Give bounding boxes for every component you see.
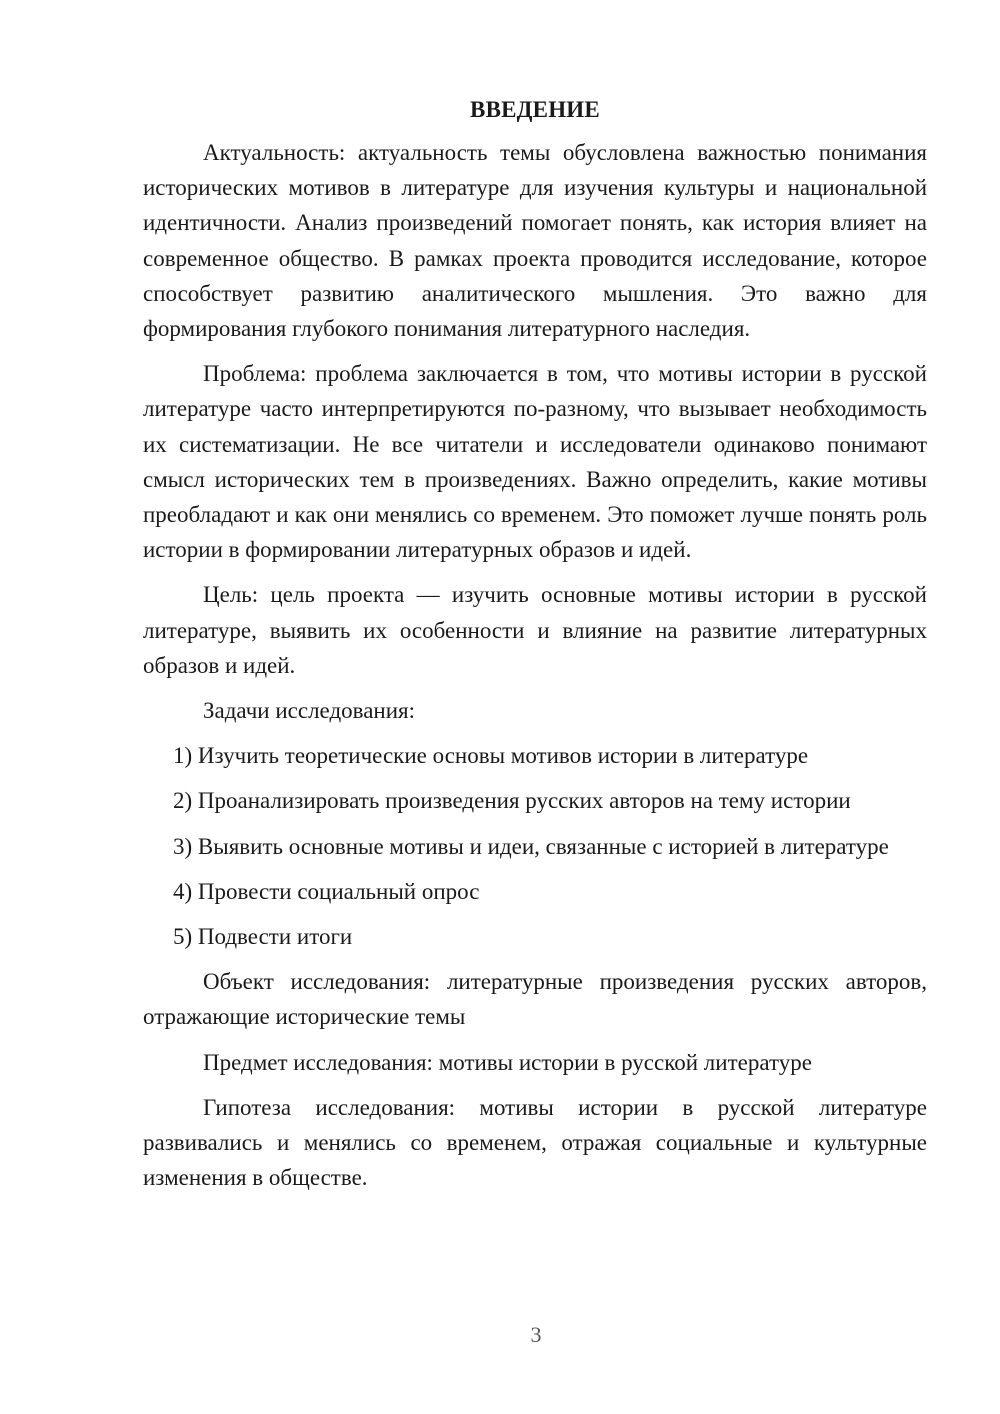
task-item-5: 5) Подвести итоги xyxy=(173,924,353,950)
paragraph-problem: Проблема: проблема заключается в том, что мотивы истории в русской литературе часто интерпретируются по-разному, что вызывает необходимость их систематизации. Не все читатели и исследователи одинаково понимают смысл исторических тем в произведениях. Важно определить, какие мотивы преобладают и как они менялись со временем. Это поможет лучше понять роль истории в формировании литературных образов и идей. xyxy=(143,361,927,563)
task-item-4: 4) Провести социальный опрос xyxy=(173,878,480,904)
paragraph-object: Объект исследования: литературные произведения русских авторов, отражающие исторические темы xyxy=(143,969,927,1030)
section-title: ВВЕДЕНИЕ xyxy=(470,97,600,122)
page-content xyxy=(143,92,927,1205)
task-item-1: 1) Изучить теоретические основы мотивов истории в литературе xyxy=(173,743,809,769)
paragraph-relevance: Актуальность: актуальность темы обусловлена важностью понимания исторических мотивов в литературе для изучения культуры и национальной идентичности. Анализ произведений помогает понять, как история влияет на современное общество. В рамках проекта проводится исследование, которое способствует развитию аналитического мышления. Это важно для формирования глубокого понимания литературного наследия. xyxy=(143,140,927,342)
paragraph-goal: Цель: цель проекта — изучить основные мотивы истории в русской литературе, выявить их особенности и влияние на развитие литературных образов и идей. xyxy=(143,582,927,678)
paragraph-hypothesis: Гипотеза исследования: мотивы истории в русской литературе развивались и менялись со временем, отражая социальные и культурные изменения в обществе. xyxy=(143,1094,927,1191)
task-item-3: 3) Выявить основные мотивы и идеи, связанные с историей в литературе xyxy=(173,833,889,859)
page-number: 3 xyxy=(530,1322,542,1347)
paragraph-subject: Предмет исследования: мотивы истории в русской литературе xyxy=(203,1049,812,1075)
paragraph-tasks-heading: Задачи исследования: xyxy=(203,698,416,724)
task-item-2: 2) Проанализировать произведения русских авторов на тему истории xyxy=(173,788,851,814)
